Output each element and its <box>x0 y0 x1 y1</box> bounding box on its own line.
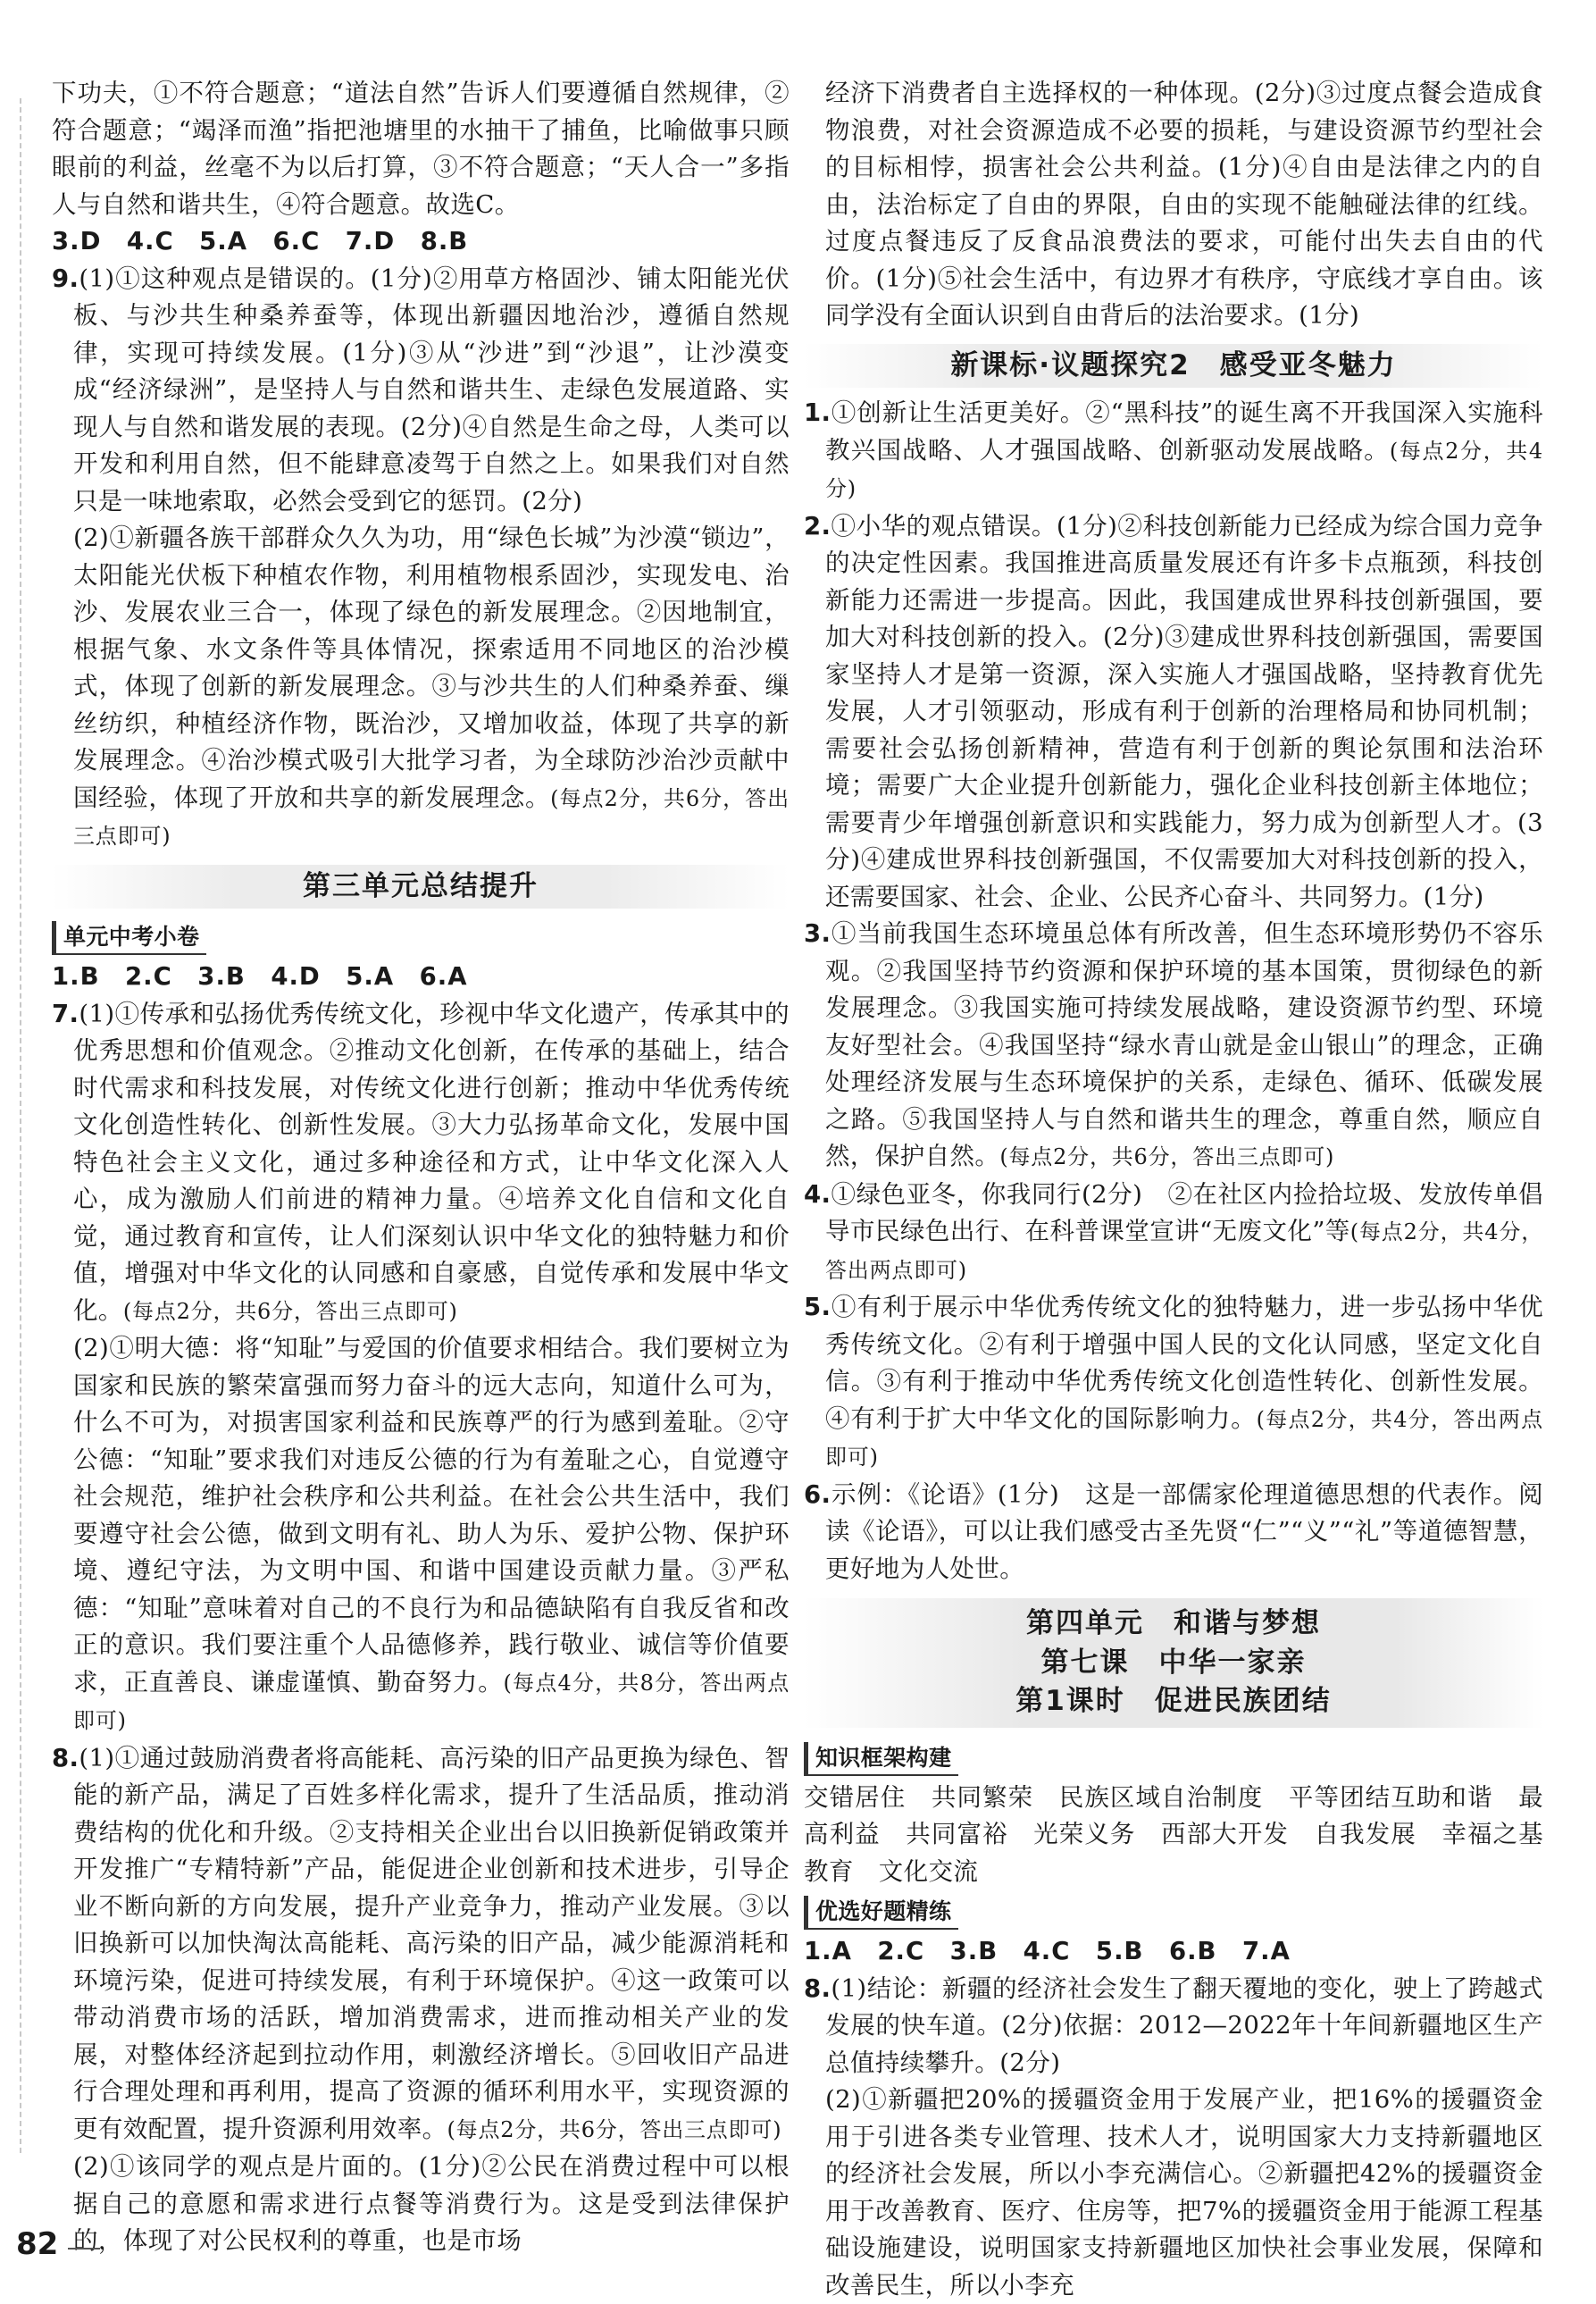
answers-1-to-6: 1.B 2.C 3.B 4.D 5.A 6.A <box>52 962 468 991</box>
framework-keywords: 交错居住 共同繁荣 民族区域自治制度 平等团结互助和谐 最高利益 共同富裕 光荣义务 西部大开发 自我发展 幸福之基 教育 文化交流 <box>804 1782 1568 1886</box>
topic-question-3 <box>804 916 1543 1177</box>
period-1-title: 第1课时 促进民族团结 <box>1015 1685 1332 1717</box>
topic-question-1-note: (每点2分，共4分) <box>825 438 1543 501</box>
question-9-number: 9. <box>52 264 79 293</box>
topic-question-1-text: ①创新让生活更美好。②“黑科技”的诞生离不开我国深入实施科教兴国战略、人才强国战略、创新驱动发展战略。 <box>825 398 1543 465</box>
topic-question-2-number: 2. <box>804 511 831 540</box>
question-7-part-1-note: (每点2分，共6分，答出三点即可) <box>122 1298 458 1324</box>
page-number: 82 <box>16 2226 59 2262</box>
practice-question-8-part-2: (2)①新疆把20%的援疆资金用于发展产业，把16%的援疆资金用于引进各类专业管理、技术人才，说明国家大力支持新疆地区的经济社会发展，所以小李充满信心。②新疆把42%的援疆资金用于改善教育、医疗、住房等，把7%的援疆资金用于能源工程基础设施建设，说明国家支持新疆地区加快社会事业发展，保障和改善民生，所以小李充 <box>825 2085 1543 2300</box>
unit-exam-tag: 单元中考小卷 <box>52 921 206 955</box>
unit-4-title: 第四单元 和谐与梦想 <box>1026 1607 1321 1639</box>
knowledge-framework-tag: 知识框架构建 <box>804 1742 958 1776</box>
topic-question-5-text: ①有利于展示中华优秀传统文化的独特魅力，进一步弘扬中华优秀传统文化。②有利于增强中国人民的文化认同感，坚定文化自信。③有利于推动中华优秀传统文化创造性转化、创新性发展。④有利于扩大中华文化的国际影响力。 <box>825 1293 1543 1433</box>
left-column <box>52 75 790 2260</box>
topic-question-1 <box>804 395 1543 508</box>
topic-question-1-number: 1. <box>804 398 831 427</box>
topic-question-5-note: (每点2分，共4分，答出两点即可) <box>825 1406 1543 1470</box>
practice-question-8-part-1: (1)结论：新疆的经济社会发生了翻天覆地的变化，驶上了跨越式发展的快车道。(2分)依据：2012—2022年十年间新疆地区生产总值持续攀升。(2分) <box>825 1973 1543 2077</box>
left-intro-paragraph: 下功夫，①不符合题意；“道法自然”告诉人们要遵循自然规律，②符合题意；“竭泽而渔”指把池塘里的水抽干了捕鱼，比喻做事只顾眼前的利益，丝毫不为以后打算，③不符合题意；“天人合一”多指人与自然和谐共生，④符合题意。故选C。 <box>52 79 790 219</box>
topic-question-4-note: (每点2分，共4分，答出两点即可) <box>825 1219 1543 1283</box>
question-9-part-1: (1)①这种观点是错误的。(1分)②用草方格固沙、铺太阳能光伏板、与沙共生种桑养蚕等，体现出新疆因地治沙，遵循自然规律，实现可持续发展。(1分)③从“沙进”到“沙退”，让沙漠变成“经济绿洲”，是坚持人与自然和谐共生、走绿色发展道路、实现人与自然和谐发展的表现。(2分)④自然是生命之母，人类可以开发和利用自然，但不能肆意凌驾于自然之上。如果我们对自然只是一味地索取，必然会受到它的惩罚。(2分) <box>73 264 790 515</box>
topic-question-5-number: 5. <box>804 1293 831 1321</box>
question-8-left <box>52 1740 790 2149</box>
question-9 <box>52 261 790 521</box>
topic-question-3-note: (每点2分，共6分，答出三点即可) <box>999 1144 1335 1169</box>
topic-question-5 <box>804 1289 1543 1477</box>
question-8-part-1-note: (每点2分，共6分，答出三点即可) <box>447 2116 782 2142</box>
question-7 <box>52 996 790 1331</box>
question-8-number: 8. <box>52 1743 79 1772</box>
question-7-part-2: (2)①明大德：将“知耻”与爱国的价值要求相结合。我们要树立为国家和民族的繁荣富强而努力奋斗的远大志向，知道什么可为，什么不可为，对损害国家利益和民族尊严的行为感到羞耻。②守公德：“知耻”要求我们对违反公德的行为有羞耻之心，自觉遵守社会规范，维护社会秩序和公共利益。在社会公共生活中，我们要遵守社会公德，做到文明有礼、助人为乐、爱护公物、保护环境、遵纪守法，为文明中国、和谐中国建设贡献力量。③严私德：“知耻”意味着对自己的不良行为和品德缺陷有自我反省和改正的意识。我们要注重个人品德修养，践行敬业、诚信等价值要求，正直善良、谦虚谨慎、勤奋努力。 <box>73 1334 790 1697</box>
topic-question-2-text: ①小华的观点错误。(1分)②科技创新能力已经成为综合国力竞争的决定性因素。我国推进高质量发展还有许多卡点瓶颈，科技创新能力还需进一步提高。因此，我国建成世界科技创新强国，要加大对科技创新的投入。(2分)③建成世界科技创新强国，需要国家坚持人才是第一资源，深入实施人才强国战略，坚持教育优先发展，人才引领驱动，形成有利于创新的治理格局和协同机制；需要社会弘扬创新精神，营造有利于创新的舆论氛围和法治环境；需要广大企业提升创新能力，强化企业科技创新主体地位；需要青少年增强创新意识和实践能力，努力成为创新型人才。(3分)④建成世界科技创新强国，不仅需要加大对科技创新的投入，还需要国家、社会、企业、公民齐心奋斗、共同努力。(1分) <box>825 511 1543 911</box>
practice-tag: 优选好题精练 <box>804 1896 958 1930</box>
unit-3-summary-title: 第三单元总结提升 <box>52 865 790 909</box>
topic-question-3-text: ①当前我国生态环境虽总体有所改善，但生态环境形势仍不容乐观。②我国坚持节约资源和保护环境的基本国策，贯彻绿色的新发展理念。③我国实施可持续发展战略，建设资源节约型、环境友好型社会。④我国坚持“绿水青山就是金山银山”的理念，正确处理经济发展与生态环境保护的关系，走绿色、循环、低碳发展之路。⑤我国坚持人与自然和谐共生的理念，尊重自然，顺应自然，保护自然。 <box>825 919 1543 1170</box>
topic-question-4-number: 4. <box>804 1179 831 1209</box>
answers-1-to-7: 1.A 2.C 3.B 4.C 5.B 6.B 7.A <box>804 1937 1291 1965</box>
question-9-part-2: (2)①新疆各族干部群众久久为功，用“绿色长城”为沙漠“锁边”，太阳能光伏板下种植农作物，利用植物根系固沙，实现发电、治沙、发展农业三合一，体现了绿色的新发展理念。②因地制宜，根据气象、水文条件等具体情况，探索适用不同地区的治沙模式，体现了创新的新发展理念。③与沙共生的人们种桑养蚕、缫丝纺织，种植经济作物，既治沙，又增加收益，体现了共享的新发展理念。④治沙模式吸引大批学习者，为全球防沙治沙贡献中国经验，体现了开放和共享的新发展理念。 <box>73 524 790 812</box>
unit-4-heading-block <box>804 1598 1543 1728</box>
right-continuation-paragraph: 经济下消费者自主选择权的一种体现。(2分)③过度点餐会造成食物浪费，对社会资源造成不必要的损耗，与建设资源节约型社会的目标相悖，损害社会公共利益。(1分)④自由是法律之内的自由，法治标定了自由的界限，自由的实现不能触碰法律的红线。过度点餐违反了反食品浪费法的要求，可能付出失去自由的代价。(1分)⑤社会生活中，有边界才有秩序，守底线才享自由。该同学没有全面认识到自由背后的法治要求。(1分) <box>825 79 1543 330</box>
question-7-part-2-note: (每点4分，共8分，答出两点即可) <box>73 1670 790 1733</box>
question-7-part-1: (1)①传承和弘扬优秀传统文化，珍视中华文化遗产，传承其中的优秀思想和价值观念。②推动文化创新，在传承的基础上，结合时代需求和科技发展，对传统文化进行创新；推动中华优秀传统文化创造性转化、创新性发展。③大力弘扬革命文化，发展中国特色社会主义文化，通过多种途径和方式，让中华文化深入人心，成为激励人们前进的精神力量。④培养文化自信和文化自觉，通过教育和宣传，让人们深刻认识中华文化的独特魅力和价值，增强对中华文化的认同感和自豪感，自觉传承和发展中华文化。 <box>73 999 790 1325</box>
practice-question-8 <box>804 1971 1543 2082</box>
right-column <box>804 75 1568 2304</box>
page-number-rule <box>68 2248 100 2250</box>
answers-3-to-8: 3.D 4.C 5.A 6.C 7.D 8.B <box>52 227 469 256</box>
topic-question-2 <box>804 508 1543 917</box>
topic-question-4 <box>804 1177 1543 1290</box>
question-9-part-2-note: (每点2分，共6分，答出三点即可) <box>73 785 790 849</box>
topic-2-title: 新课标·议题探究2 感受亚冬魅力 <box>804 344 1543 389</box>
practice-question-8-number: 8. <box>804 1973 831 2003</box>
question-7-number: 7. <box>52 999 79 1028</box>
binding-margin-line <box>20 98 21 2153</box>
lesson-7-title: 第七课 中华一家亲 <box>1040 1646 1307 1679</box>
topic-question-6 <box>804 1477 1543 1588</box>
question-8-part-2: (2)①该同学的观点是片面的。(1分)②公民在消费过程中可以根据自己的意愿和需求进行点餐等消费行为。这是受到法律保护的，体现了对公民权利的尊重，也是市场 <box>73 2152 790 2255</box>
topic-question-6-text: 示例：《论语》(1分) 这是一部儒家伦理道德思想的代表作。阅读《论语》，可以让我们感受古圣先贤“仁”“义”“礼”等道德智慧，更好地为人处世。 <box>825 1479 1543 1583</box>
topic-question-4-text: ①绿色亚冬，你我同行(2分) ②在社区内捡拾垃圾、发放传单倡导市民绿色出行、在科普课堂宣讲“无废文化”等 <box>825 1179 1543 1245</box>
topic-question-3-number: 3. <box>804 919 831 948</box>
question-8-part-1: (1)①通过鼓励消费者将高能耗、高污染的旧产品更换为绿色、智能的新产品，满足了百姓多样化需求，提升了生活品质，推动消费结构的优化和升级。②支持相关企业出台以旧换新促销政策并开发推广“专精特新”产品，能促进企业创新和技术进步，引导企业不断向新的方向发展，提升产业竞争力，推动产业发展。③以旧换新可以加快淘汰高能耗、高污染的旧产品，减少能源消耗和环境污染，促进可持续发展，有利于环境保护。④这一政策可以带动消费市场的活跃，增加消费需求，进而推动相关产业的发展，对整体经济起到拉动作用，刺激经济增长。⑤回收旧产品进行合理处理和再利用，提高了资源的循环利用水平，实现资源的更有效配置，提升资源利用效率。 <box>73 1743 790 2143</box>
topic-question-6-number: 6. <box>804 1479 831 1509</box>
